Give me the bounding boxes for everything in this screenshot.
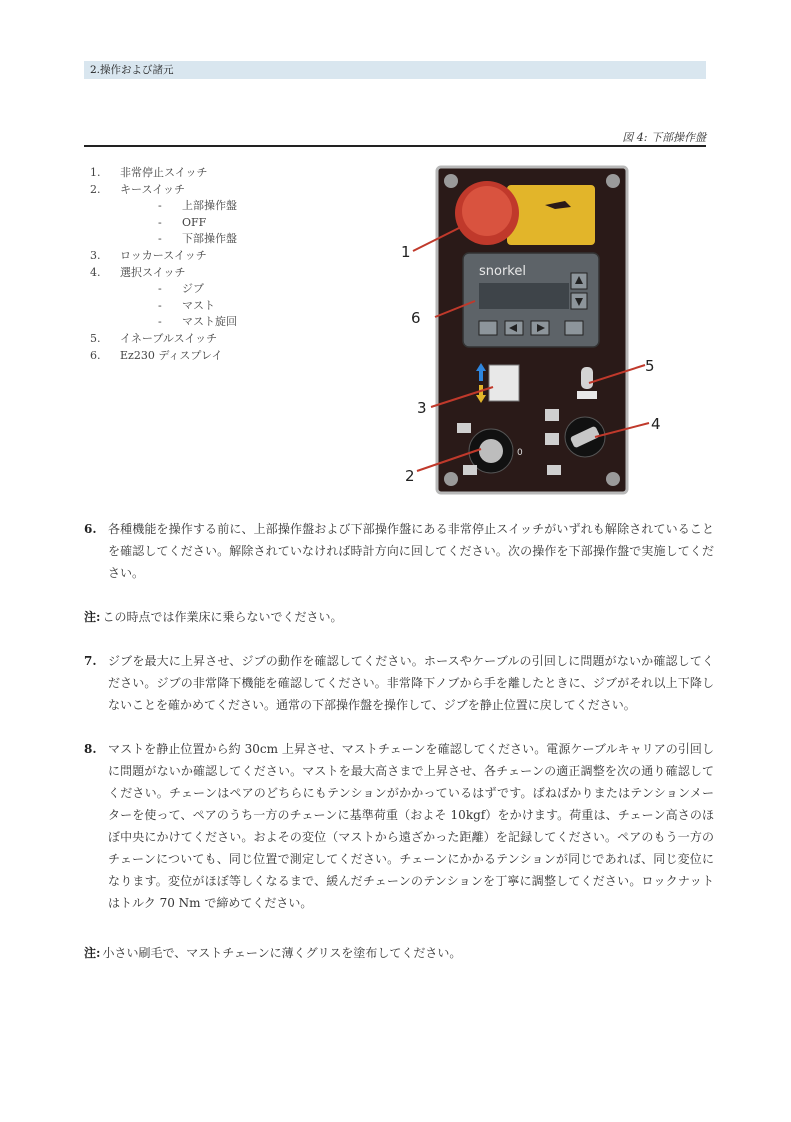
step-number: 7. (84, 654, 97, 668)
legend-subtext: OFF (182, 215, 207, 229)
callout-6: 6 (411, 309, 421, 327)
step-8 (84, 738, 714, 914)
legend-subitem: - 下部操作盤 (90, 231, 237, 248)
legend-subtext: ジブ (182, 282, 204, 296)
step-7 (84, 650, 714, 716)
brand-label: snorkel (479, 264, 526, 279)
legend-text: 非常停止スイッチ (120, 166, 208, 179)
callout-1: 1 (401, 243, 411, 261)
caption-rule (84, 145, 706, 147)
legend-subitem: - ジブ (90, 281, 237, 298)
key-switch-off-mark: 0 (517, 448, 523, 458)
note-label: 注: (84, 946, 101, 960)
step-text: 各種機能を操作する前に、上部操作盤および下部操作盤にある非常停止スイッチがいずれも解除されていることを確認してください。解除されていなければ時計方向に回してください。次の操作を下部操作盤で実施してください。 (108, 522, 714, 580)
legend-subtext: マスト (182, 298, 215, 312)
note-text: この時点では作業床に乗らないでください。 (102, 610, 343, 624)
callout-4: 4 (651, 415, 661, 433)
note-1 (84, 606, 342, 628)
note-2 (84, 942, 461, 964)
legend-num: 5. (90, 331, 101, 345)
legend-subitem: - マスト旋回 (90, 314, 237, 331)
step-number: 8. (84, 742, 97, 756)
step-6 (84, 518, 714, 584)
legend-item (90, 265, 237, 282)
callout-2: 2 (405, 467, 415, 485)
step-text: マストを静止位置から約 30cm 上昇させ、マストチェーンを確認してください。電源ケーブルキャリアの引回しに問題がないか確認してください。マストを最大高さまで上昇させ、各チェーンの適正調整を次の通り確認してください。チェーンはペアのどちらにもテンションがかかっているはずです。ばねばかりまたはテンションメーターを使って、ペアのうち一方のチェーンに基準荷重（およそ 10kgf）をかけます。荷重は、チェーン高さのほぼ中央にかけてください。およその変位（マストから遠ざかった距離）を記録してください。ペアのもう一方のチェーンについても、同じ位置で測定してください。チェーンにかかるテンションが同じであれば、同じ変位になります。変位がほぼ等しくなるまで、緩んだチェーンのテンションを丁寧に調整してください。ロックナットはトルク 70 Nm で締めてください。 (108, 742, 714, 910)
legend-text: イネーブルスイッチ (120, 331, 218, 345)
legend-num: 4. (90, 265, 101, 279)
figure-legend (90, 165, 237, 364)
legend-subitem: - OFF (90, 215, 237, 232)
legend-item (90, 182, 237, 199)
legend-num: 3. (90, 248, 101, 262)
figure-caption: 図 4: 下部操作盤 (622, 131, 706, 144)
callout-5: 5 (645, 357, 655, 375)
legend-num: 1. (90, 166, 101, 179)
legend-subitem: - 上部操作盤 (90, 198, 237, 215)
legend-subitem: - マスト (90, 298, 237, 315)
legend-text: キースイッチ (120, 182, 186, 196)
section-header: 2.操作および諸元 (84, 61, 706, 79)
legend-item (90, 248, 237, 265)
step-number: 6. (84, 522, 97, 536)
legend-subtext: 下部操作盤 (182, 232, 237, 246)
note-label: 注: (84, 610, 101, 624)
callout-3: 3 (417, 399, 427, 417)
legend-item (90, 331, 237, 348)
control-panel-photo (395, 165, 675, 505)
legend-item (90, 165, 237, 182)
legend-text: Ez230 ディスプレイ (120, 348, 223, 362)
legend-subtext: マスト旋回 (182, 315, 237, 329)
legend-text: 選択スイッチ (120, 265, 186, 279)
legend-num: 6. (90, 348, 101, 362)
step-text: ジブを最大に上昇させ、ジブの動作を確認してください。ホースやケーブルの引回しに問題がないか確認してください。ジブの非常降下機能を確認してください。非常降下ノブから手を離したときに、ジブがそれ以上下降しないことを確かめてください。通常の下部操作盤を操作して、ジブを静止位置に戻してください。 (108, 654, 714, 712)
legend-subtext: 上部操作盤 (182, 199, 237, 213)
rocker-switch (489, 365, 519, 401)
legend-text: ロッカースイッチ (120, 248, 207, 262)
note-text: 小さい刷毛で、マストチェーンに薄くグリスを塗布してください。 (102, 946, 462, 960)
legend-item (90, 348, 237, 365)
legend-num: 2. (90, 182, 101, 196)
